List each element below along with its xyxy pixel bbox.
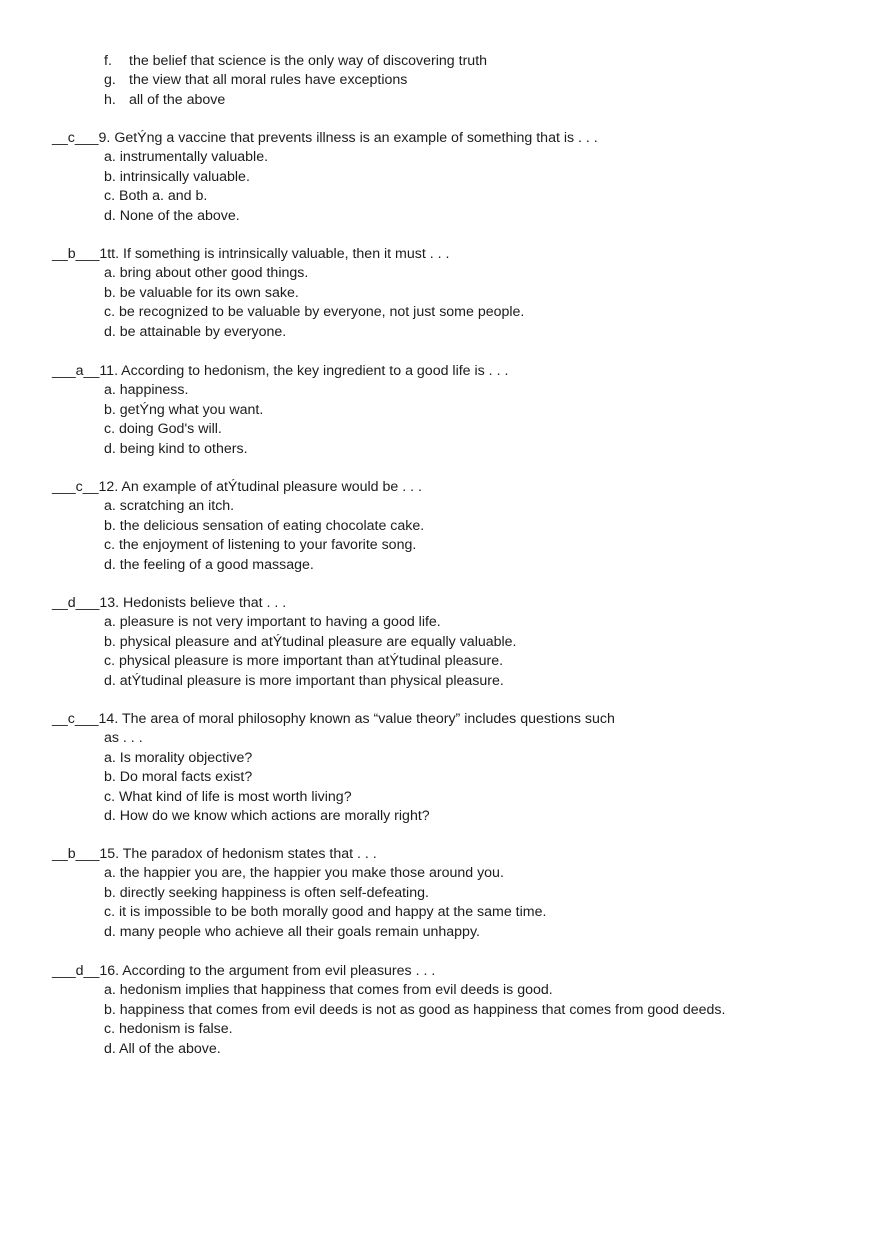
answer-option: b. physical pleasure and atÝtudinal pleasure are equally valuable. [104,633,517,650]
answer-option: d. How do we know which actions are morally right? [104,807,430,824]
question-11 [52,362,852,459]
answer-option: c. it is impossible to be both morally good and happy at the same time. [104,904,547,921]
answer-option: c. physical pleasure is more important than atÝtudinal pleasure. [104,653,504,670]
answer-option: d. many people who achieve all their goals remain unhappy. [104,923,480,940]
question-13 [52,594,852,691]
answer-option: d. being kind to others. [104,440,248,457]
answer-option: b. the delicious sensation of eating chocolate cake. [104,517,425,534]
question-9 [52,129,852,226]
answer-option: c. doing God's will. [104,421,222,438]
answer-option: a. happiness. [104,382,189,399]
question-prompt: __c___9. GetÝng a vaccine that prevents illness is an example of something that is . . . [52,130,598,146]
answer-option: b. getÝng what you want. [104,401,264,418]
answer-option: b. Do moral facts exist? [104,769,253,786]
answer-option: a. Is morality objective? [104,749,253,766]
answer-option: d. be attainable by everyone. [104,323,287,340]
answer-option: d. the feeling of a good massage. [104,556,314,573]
question-prompt: __d___13. Hedonists believe that . . . [52,595,287,611]
answer-option: c. hedonism is false. [104,1021,233,1038]
list-marker: f. [104,53,112,69]
answer-option: d. atÝtudinal pleasure is more important than physical pleasure. [104,672,504,689]
answer-option: a. the happier you are, the happier you make those around you. [104,865,504,882]
question-16 [52,962,852,1059]
answer-option: a. bring about other good things. [104,265,309,282]
answer-option: a. hedonism implies that happiness that comes from evil deeds is good. [104,982,553,999]
question-12 [52,478,852,575]
question-10 [52,245,852,342]
answer-option: c. be recognized to be valuable by everyone, not just some people. [104,304,525,321]
question-prompt-continuation: as . . . [104,730,143,747]
answer-option: b. directly seeking happiness is often self-defeating. [104,884,429,901]
list-item [104,52,487,71]
list-item [104,71,487,90]
answer-option: d. None of the above. [104,207,240,224]
answer-option: d. All of the above. [104,1040,221,1057]
question-prompt: __c___14. The area of moral philosophy known as “value theory” includes questions such [52,711,615,727]
answer-option: b. be valuable for its own sake. [104,284,299,301]
question-15 [52,845,852,942]
question-prompt: ___d__16. According to the argument from evil pleasures . . . [52,963,436,979]
answer-option: a. instrumentally valuable. [104,149,269,166]
answer-option: a. pleasure is not very important to having a good life. [104,614,441,631]
question-prompt: ___a__11. According to hedonism, the key ingredient to a good life is . . . [52,363,509,379]
question-prompt: __b___15. The paradox of hedonism states that . . . [52,846,377,862]
list-item-text: all of the above [129,91,226,108]
question-prompt: ___c__12. An example of atÝtudinal pleasure would be . . . [52,479,422,495]
list-item [104,91,487,110]
answer-option: c. What kind of life is most worth living? [104,788,352,805]
list-item-text: the belief that science is the only way of discovering truth [129,53,488,69]
answer-option: a. scratching an itch. [104,498,235,515]
answer-option: b. happiness that comes from evil deeds is not as good as happiness that comes from good deeds. [104,1001,726,1018]
question-14 [52,710,852,826]
question-prompt: __b___1tt. If something is intrinsically valuable, then it must . . . [52,246,450,262]
answer-option: b. intrinsically valuable. [104,168,250,185]
list-marker: g. [104,72,116,89]
list-item-text: the view that all moral rules have exceptions [129,72,408,89]
answer-option: c. the enjoyment of listening to your favorite song. [104,537,417,554]
answer-option: c. Both a. and b. [104,188,208,205]
list-marker: h. [104,91,116,108]
continued-option-list [104,52,487,110]
